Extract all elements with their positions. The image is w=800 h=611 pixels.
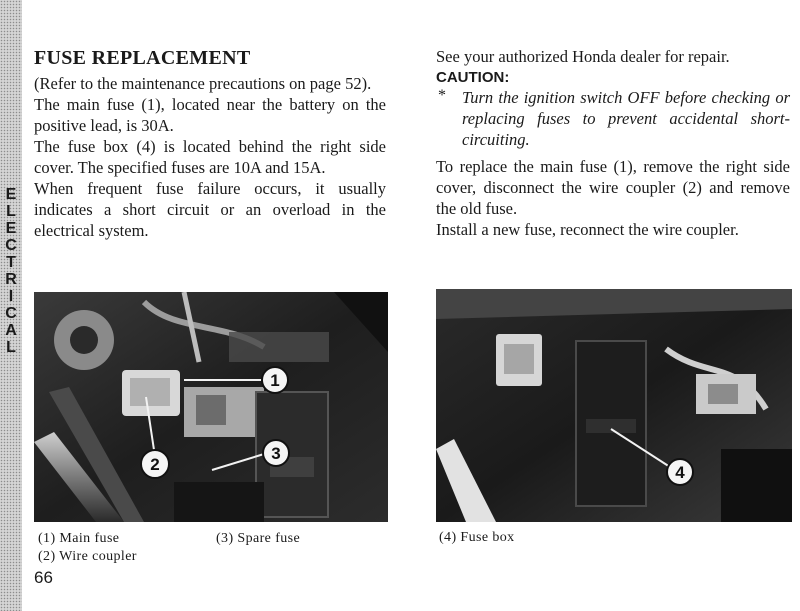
paragraph-replace-main-fuse: To replace the main fuse (1), remove the right side cover, disconnect the wire coupler (2) and remove the old fuse. xyxy=(436,157,790,218)
caption-spare-fuse: (3) Spare fuse xyxy=(216,531,301,546)
tab-letter: I xyxy=(8,288,14,305)
left-column xyxy=(34,46,386,241)
engine-bay-photo-left xyxy=(34,292,388,522)
caption-wire-coupler: (2) Wire coupler xyxy=(38,549,137,564)
section-tab xyxy=(0,0,22,611)
tab-letter: E xyxy=(5,186,17,203)
photo-main-fuse-location xyxy=(34,292,388,522)
tab-letter: T xyxy=(6,254,16,271)
right-column xyxy=(436,46,790,240)
caution-heading: CAUTION: xyxy=(436,69,510,86)
caption-fuse-box: (4) Fuse box xyxy=(439,530,515,545)
tab-letter: L xyxy=(6,203,16,220)
callout-1-label: 1 xyxy=(270,371,280,390)
callout-3-label: 3 xyxy=(271,444,281,463)
tab-letter: L xyxy=(6,339,16,356)
tab-letter: C xyxy=(5,237,17,254)
tab-letter: R xyxy=(5,271,17,288)
paragraph-reference: (Refer to the maintenance precautions on page 52). xyxy=(34,74,372,93)
tab-letter: E xyxy=(5,220,17,237)
caution-note xyxy=(436,87,790,150)
paragraph-install-fuse: Install a new fuse, reconnect the wire coupler. xyxy=(436,220,739,239)
section-title: FUSE REPLACEMENT xyxy=(34,47,251,69)
paragraph-failure: When frequent fuse failure occurs, it usually indicates a short circuit or an overload in the electrical system. xyxy=(34,179,386,240)
tab-letter: C xyxy=(5,305,17,322)
page-number: 66 xyxy=(34,568,53,587)
section-tab-letters xyxy=(0,186,22,356)
paragraph-fuse-box: The fuse box (4) is located behind the right side cover. The specified fuses are 10A and 15A. xyxy=(34,137,386,177)
callout-2-label: 2 xyxy=(150,455,160,474)
tab-letter: A xyxy=(5,322,17,339)
photo-fuse-box-location xyxy=(436,289,792,522)
caution-text: Turn the ignition switch OFF before checking or replacing fuses to prevent accidental short-circuiting. xyxy=(462,88,790,149)
caption-main-fuse: (1) Main fuse xyxy=(38,531,120,546)
asterisk: * xyxy=(438,87,446,104)
paragraph-main-fuse: The main fuse (1), located near the battery on the positive lead, is 30A. xyxy=(34,95,386,135)
paragraph-dealer: See your authorized Honda dealer for repair. xyxy=(436,47,730,66)
engine-bay-photo-right xyxy=(436,289,792,522)
callout-4-label: 4 xyxy=(675,463,685,482)
